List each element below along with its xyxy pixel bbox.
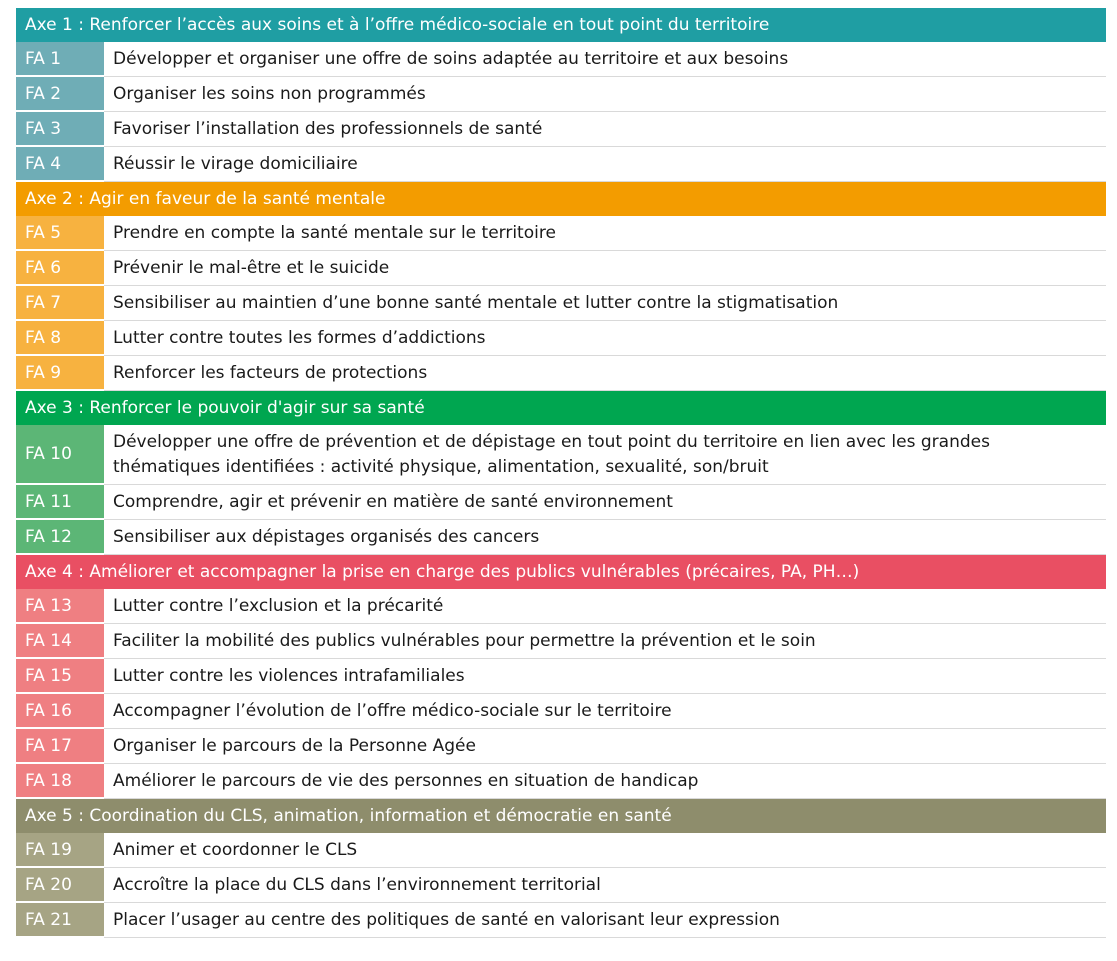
- action-code: FA 18: [16, 764, 104, 799]
- table-row: [16, 356, 1106, 391]
- table-row: [16, 77, 1106, 112]
- table-row: [16, 42, 1106, 77]
- axe-header-2: Axe 2 : Agir en faveur de la santé mentale: [16, 182, 1106, 216]
- action-description: Lutter contre l’exclusion et la précarité: [113, 595, 444, 616]
- axe-header-5: Axe 5 : Coordination du CLS, animation, information et démocratie en santé: [16, 799, 1106, 833]
- table-row: [16, 764, 1106, 799]
- table-row: [16, 321, 1106, 356]
- action-description: Réussir le virage domiciliaire: [113, 153, 358, 174]
- action-plan-table: [16, 8, 1106, 938]
- action-code: FA 19: [16, 833, 104, 868]
- action-code: FA 4: [16, 147, 104, 182]
- table-row: [16, 589, 1106, 624]
- action-description: Développer et organiser une offre de soins adaptée au territoire et aux besoins: [113, 48, 789, 69]
- action-description: Favoriser l’installation des professionnels de santé: [113, 118, 543, 139]
- table-row: [16, 903, 1106, 938]
- action-code: FA 2: [16, 77, 104, 112]
- table-row: [16, 147, 1106, 182]
- table-row: [16, 833, 1106, 868]
- action-description: Organiser les soins non programmés: [113, 83, 426, 104]
- action-code: FA 21: [16, 903, 104, 938]
- axe-header-4: Axe 4 : Améliorer et accompagner la prise en charge des publics vulnérables (précaires, PA, PH…): [16, 555, 1106, 589]
- action-description: Faciliter la mobilité des publics vulnérables pour permettre la prévention et le soin: [113, 630, 816, 651]
- action-description: Lutter contre les violences intrafamiliales: [113, 665, 465, 686]
- table-row: [16, 520, 1106, 555]
- action-code: FA 15: [16, 659, 104, 694]
- action-code: FA 12: [16, 520, 104, 555]
- action-description: Prévenir le mal-être et le suicide: [113, 257, 390, 278]
- action-description: Placer l’usager au centre des politiques de santé en valorisant leur expression: [113, 909, 780, 930]
- action-description: Comprendre, agir et prévenir en matière de santé environnement: [113, 491, 673, 512]
- action-code: FA 14: [16, 624, 104, 659]
- table-row: [16, 216, 1106, 251]
- action-description: Développer une offre de prévention et de dépistage en tout point du territoire en lien avec les grandes thématiques identifiées : activité physique, alimentation, sexualité, son/bruit: [113, 431, 990, 477]
- table-row: [16, 112, 1106, 147]
- action-description: Accompagner l’évolution de l’offre médico-sociale sur le territoire: [113, 700, 672, 721]
- action-description: Animer et coordonner le CLS: [113, 839, 358, 860]
- action-code: FA 10: [16, 425, 104, 485]
- action-description: Sensibiliser aux dépistages organisés des cancers: [113, 526, 540, 547]
- table-row: [16, 659, 1106, 694]
- action-code: FA 16: [16, 694, 104, 729]
- action-code: FA 7: [16, 286, 104, 321]
- action-description: Lutter contre toutes les formes d’addictions: [113, 327, 486, 348]
- action-code: FA 8: [16, 321, 104, 356]
- table-row: [16, 729, 1106, 764]
- table-row: [16, 868, 1106, 903]
- action-code: FA 1: [16, 42, 104, 77]
- action-code: FA 11: [16, 485, 104, 520]
- action-description: Améliorer le parcours de vie des personnes en situation de handicap: [113, 770, 699, 791]
- action-code: FA 13: [16, 589, 104, 624]
- action-code: FA 20: [16, 868, 104, 903]
- table-row: [16, 485, 1106, 520]
- action-description: Prendre en compte la santé mentale sur le territoire: [113, 222, 556, 243]
- action-code: FA 17: [16, 729, 104, 764]
- action-code: FA 9: [16, 356, 104, 391]
- axe-header-1: Axe 1 : Renforcer l’accès aux soins et à l’offre médico-sociale en tout point du territoire: [16, 8, 1106, 42]
- action-description: Organiser le parcours de la Personne Agée: [113, 735, 476, 756]
- action-description: Renforcer les facteurs de protections: [113, 362, 428, 383]
- action-description: Accroître la place du CLS dans l’environnement territorial: [113, 874, 601, 895]
- table-row: [16, 251, 1106, 286]
- table-row: [16, 286, 1106, 321]
- action-code: FA 6: [16, 251, 104, 286]
- action-description: Sensibiliser au maintien d’une bonne santé mentale et lutter contre la stigmatisation: [113, 292, 839, 313]
- table-row: [16, 624, 1106, 659]
- table-row: [16, 425, 1106, 485]
- action-code: FA 3: [16, 112, 104, 147]
- action-code: FA 5: [16, 216, 104, 251]
- table-row: [16, 694, 1106, 729]
- axe-header-3: Axe 3 : Renforcer le pouvoir d'agir sur sa santé: [16, 391, 1106, 425]
